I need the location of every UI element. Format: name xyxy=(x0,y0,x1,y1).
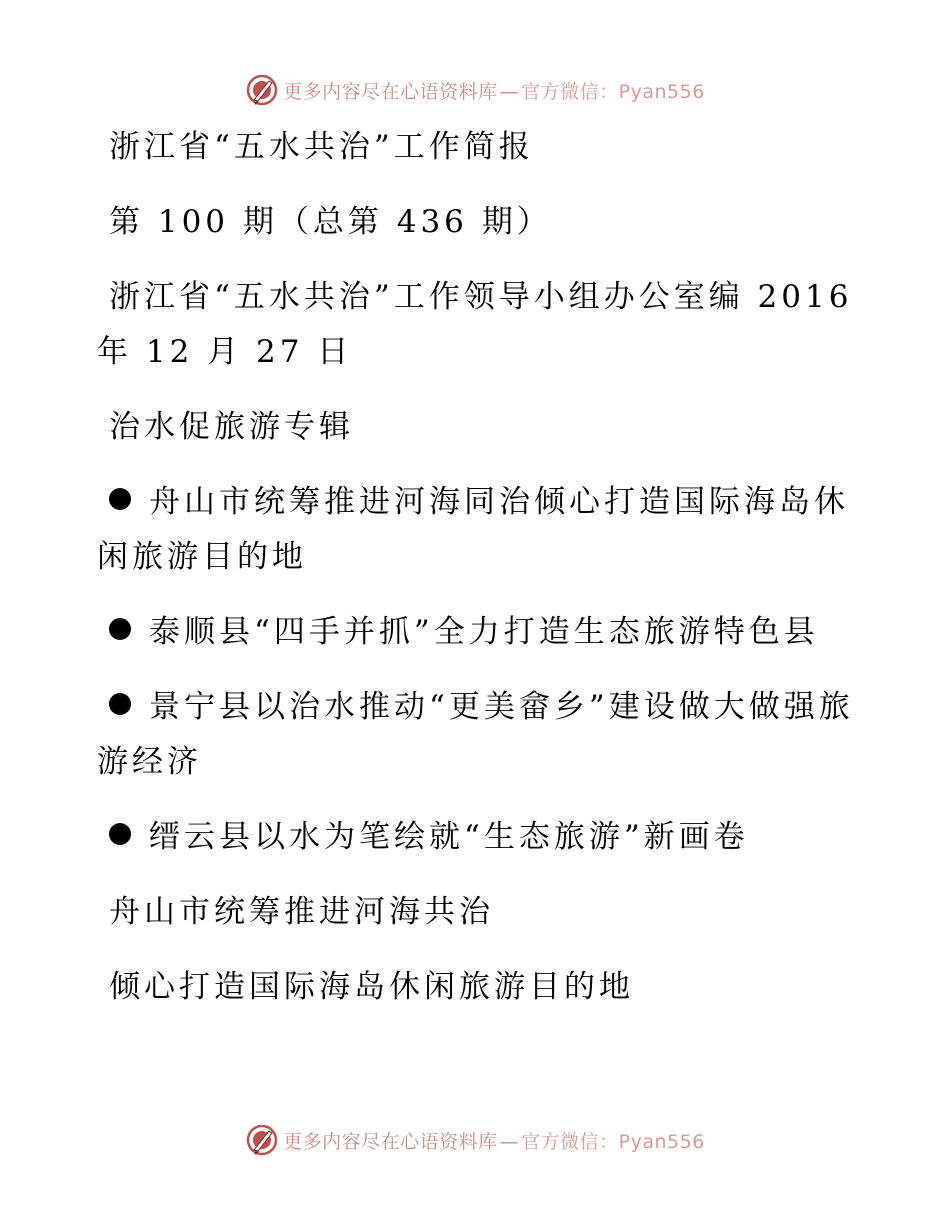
bullet-icon xyxy=(109,618,131,640)
section-heading-line: 倾心打造国际海岛休闲旅游目的地 xyxy=(109,969,634,1005)
special-topic: 治水促旅游专辑 xyxy=(109,409,354,445)
watermark-footer xyxy=(0,1120,950,1160)
bullet-icon xyxy=(109,693,131,715)
watermark-text: 更多内容尽在心语资料库 — 官方微信：Pyan556 xyxy=(283,80,705,103)
section-heading-line: 舟山市统筹推进河海共治 xyxy=(109,894,494,930)
bullet-item: 缙云县以水为笔绘就“生态旅游”新画卷 xyxy=(97,810,857,865)
bullet-item: 舟山市统筹推进河海同治倾心打造国际海岛休闲旅游目的地 xyxy=(97,484,849,575)
document-body xyxy=(97,120,857,1035)
watermark-header xyxy=(0,70,950,110)
bullet-item: 景宁县以治水推动“更美畲乡”建设做大做强旅游经济 xyxy=(97,689,854,780)
bullet-item: 泰顺县“四手并抓”全力打造生态旅游特色县 xyxy=(97,605,857,660)
document-title: 浙江省“五水共治”工作简报 xyxy=(109,129,534,165)
issue-number: 第 100 期（总第 436 期） xyxy=(109,204,552,240)
bullet-icon xyxy=(109,488,131,510)
bullet-icon xyxy=(109,823,131,845)
watermark-text: 更多内容尽在心语资料库 — 官方微信：Pyan556 xyxy=(283,1130,705,1153)
quill-logo-icon xyxy=(245,1123,279,1157)
editor-and-date: 浙江省“五水共治”工作领导小组办公室编 2016 年 12 月 27 日 xyxy=(97,279,853,370)
quill-logo-icon xyxy=(245,73,279,107)
